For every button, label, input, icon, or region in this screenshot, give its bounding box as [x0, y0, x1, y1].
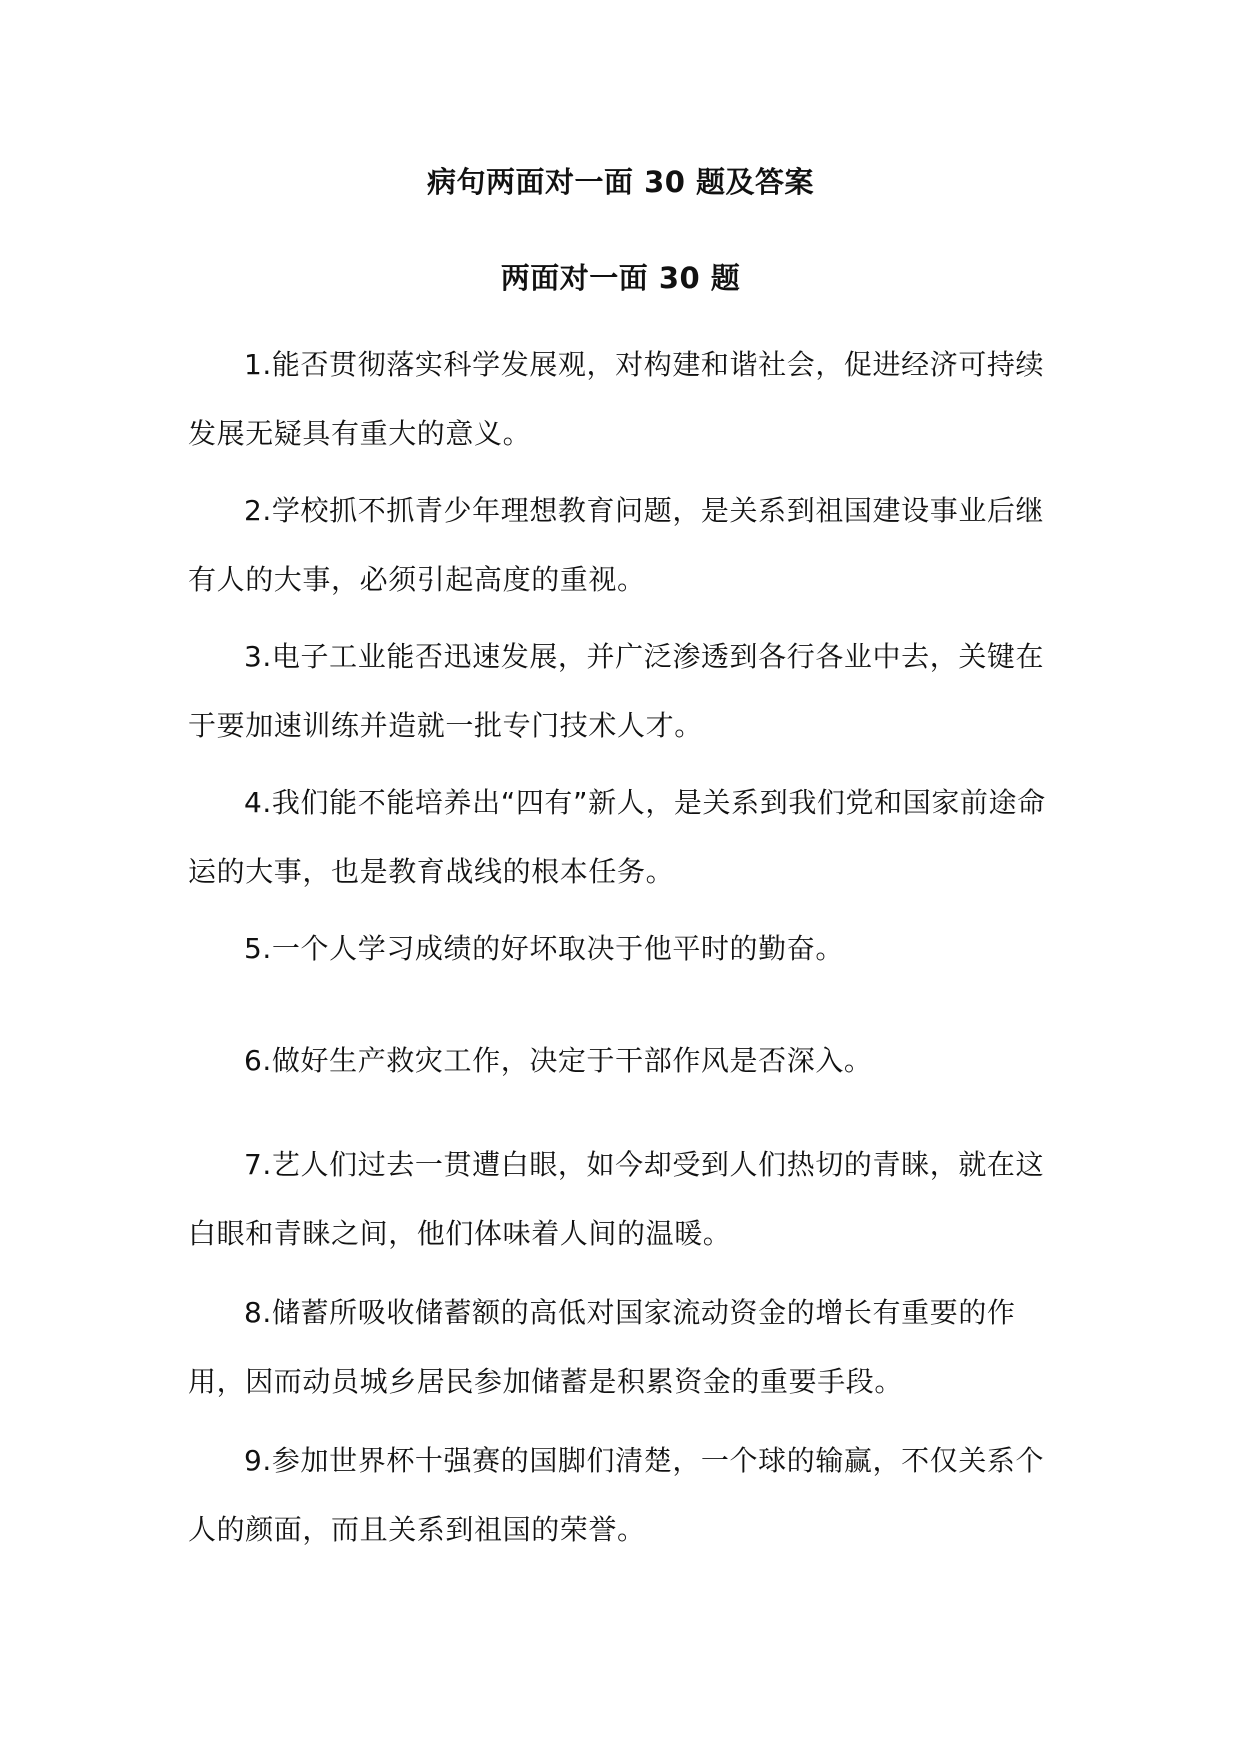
- question-item: [188, 1278, 1058, 1416]
- question-item: [188, 1130, 1058, 1268]
- question-item: [188, 476, 1058, 614]
- question-text: 我们能不能培养出“四有”新人，是关系到我们党和国家前途命运的大事，也是教育战线的根本任务。: [188, 786, 1046, 888]
- question-number: 6.: [244, 1044, 272, 1077]
- question-number: 7.: [244, 1148, 272, 1181]
- question-text: 能否贯彻落实科学发展观，对构建和谐社会，促进经济可持续发展无疑具有重大的意义。: [188, 348, 1045, 450]
- question-number: 1.: [244, 348, 272, 381]
- question-text: 参加世界杯十强赛的国脚们清楚，一个球的输赢，不仅关系个人的颜面，而且关系到祖国的荣誉。: [188, 1444, 1045, 1546]
- question-number: 9.: [244, 1444, 272, 1477]
- question-text: 做好生产救灾工作，决定于干部作风是否深入。: [271, 1044, 873, 1077]
- question-text: 一个人学习成绩的好坏取决于他平时的勤奋。: [271, 932, 844, 965]
- question-number: 5.: [244, 932, 272, 965]
- document-title: 病句两面对一面 30 题及答案: [426, 165, 815, 199]
- question-text: 学校抓不抓青少年理想教育问题，是关系到祖国建设事业后继有人的大事，必须引起高度的重视。: [188, 494, 1045, 596]
- question-text: 电子工业能否迅速发展，并广泛渗透到各行各业中去，关键在于要加速训练并造就一批专门技术人才。: [188, 640, 1045, 742]
- question-text: 储蓄所吸收储蓄额的高低对国家流动资金的增长有重要的作用，因而动员城乡居民参加储蓄是积累资金的重要手段。: [188, 1296, 1016, 1398]
- question-item: [188, 1026, 1058, 1095]
- question-number: 3.: [244, 640, 272, 673]
- question-item: [188, 330, 1058, 468]
- question-text: 艺人们过去一贯遭白眼，如今却受到人们热切的青睐，就在这白眼和青睐之间，他们体味着人间的温暖。: [188, 1148, 1045, 1250]
- question-item: [188, 768, 1058, 906]
- question-item: [188, 622, 1058, 760]
- question-number: 4.: [244, 786, 272, 819]
- question-number: 2.: [244, 494, 272, 527]
- question-number: 8.: [244, 1296, 272, 1329]
- question-item: [188, 914, 1058, 983]
- question-item: [188, 1426, 1058, 1564]
- document-subtitle: 两面对一面 30 题: [500, 261, 741, 295]
